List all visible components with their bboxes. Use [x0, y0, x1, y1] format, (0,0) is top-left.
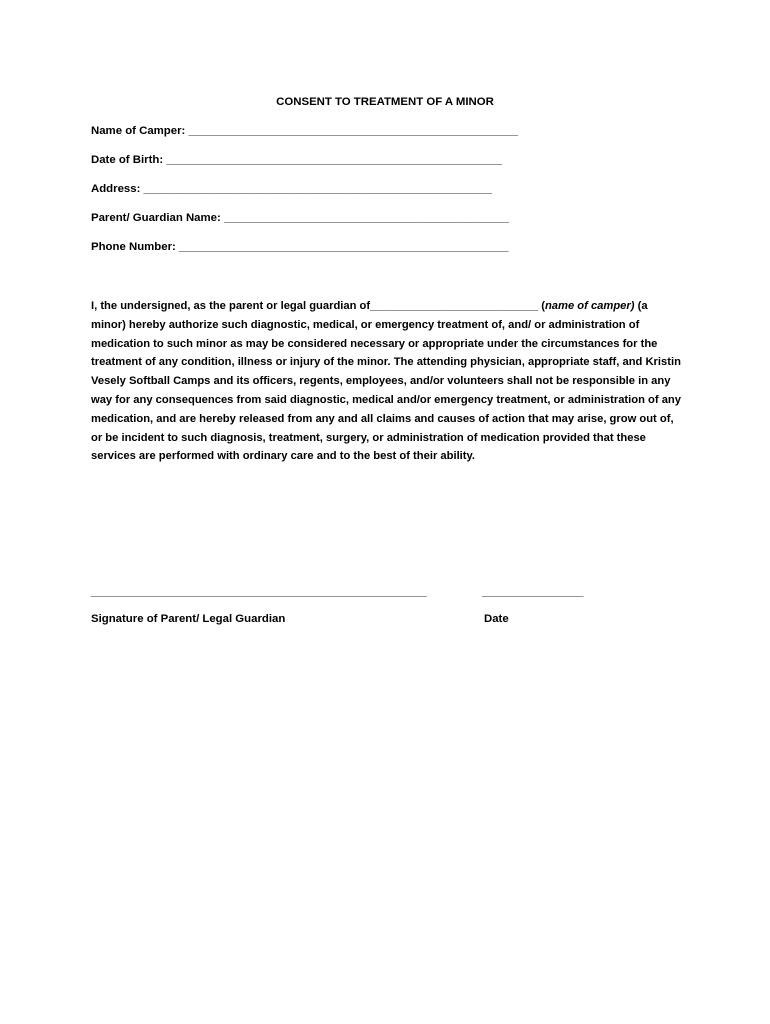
document-title: CONSENT TO TREATMENT OF A MINOR [276, 96, 494, 108]
guardian-name-blank[interactable]: _____________________________________________ [223, 212, 510, 224]
camper-name-label: Name of Camper: [91, 125, 186, 137]
guardian-name-field[interactable] [91, 212, 591, 224]
signature-line[interactable]: _____________________________________________________ [91, 586, 427, 598]
camper-name-blank[interactable]: ____________________________________________________ [188, 125, 518, 137]
guardian-of-camper-blank[interactable]: ___________________________ [370, 300, 539, 312]
address-blank[interactable]: _______________________________________________________ [143, 183, 492, 195]
date-of-birth-label: Date of Birth: [91, 154, 164, 166]
phone-number-blank[interactable]: ____________________________________________________ [178, 241, 509, 253]
date-label: Date [484, 613, 509, 625]
consent-paragraph [91, 297, 681, 466]
consent-text-intro: I, the undersigned, as the parent or legal guardian of [91, 300, 371, 312]
paren-open: ( [538, 300, 545, 312]
address-label: Address: [91, 183, 141, 195]
phone-number-field[interactable] [91, 241, 591, 253]
camper-name-field[interactable] [91, 125, 591, 137]
date-of-birth-field[interactable] [91, 154, 591, 166]
address-field[interactable] [91, 183, 591, 195]
name-of-camper-note: name of camper) [544, 300, 635, 312]
date-line[interactable]: ________________ [482, 586, 584, 598]
guardian-name-label: Parent/ Guardian Name: [91, 212, 221, 224]
consent-text-body: (a minor) hereby authorize such diagnostic, medical, or emergency treatment of, and/ or administration of medication to such minor as may be considered necessary or appropriate under the circumstances for the treatment of any condition, illness or injury of the minor. The attending physician, appropriate staff, and Kristin Vesely Softball Camps and its officers, regents, employees, and/or volunteers shall not be responsible in any way for any consequences from said diagnostic, medical and/or emergency treatment, or administration of any medication, and are hereby released from any and all claims and causes of action that may arise, grow out of, or be incident to such diagnosis, treatment, surgery, or administration of medication provided that these services are performed with ordinary care and to the best of their ability. [91, 300, 681, 463]
date-of-birth-blank[interactable]: _____________________________________________________ [166, 154, 503, 166]
signature-label: Signature of Parent/ Legal Guardian [91, 613, 286, 625]
phone-number-label: Phone Number: [91, 241, 176, 253]
